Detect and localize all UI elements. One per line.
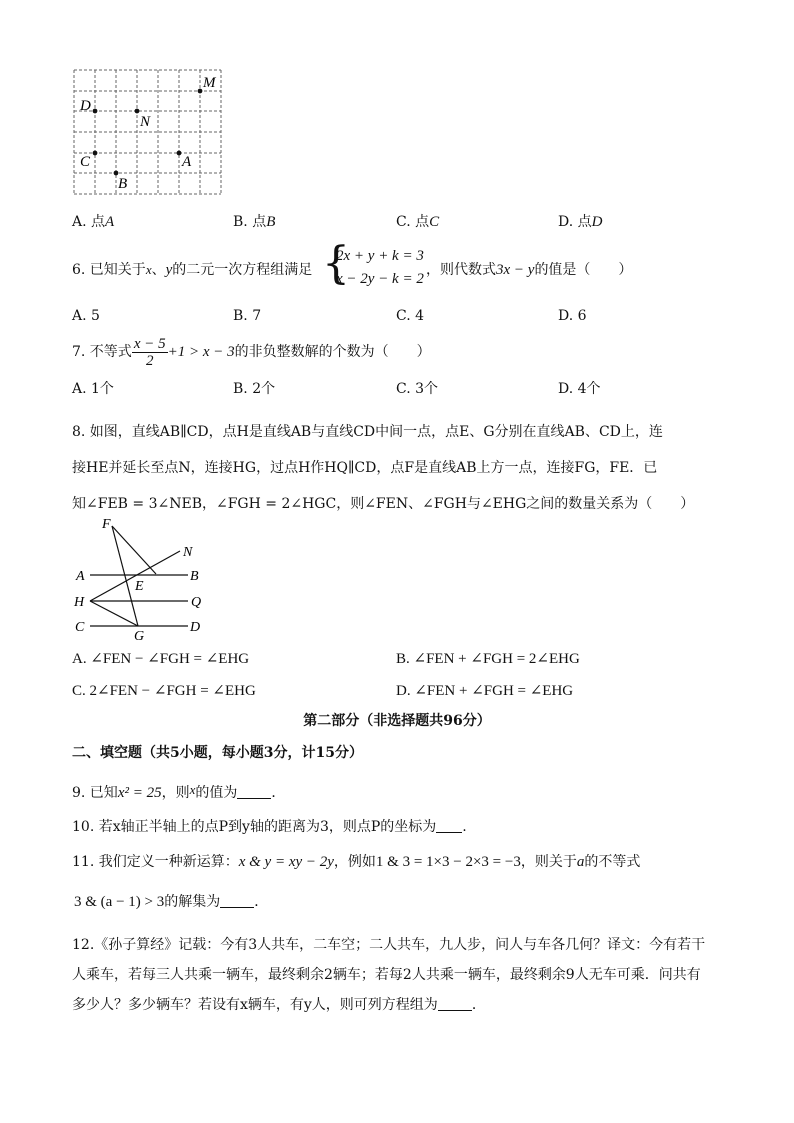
q6-stem-4: 的值是（ ） xyxy=(534,262,633,278)
q6-option-c: C. 4 xyxy=(396,308,425,324)
q5-option-a-prefix: A. 点 xyxy=(72,214,106,230)
q6-expr: 3x − y xyxy=(496,262,535,278)
q5-option-c xyxy=(396,213,439,231)
q9 xyxy=(72,781,285,802)
q12-line-2: 人乘车，若每三人共乘一辆车，最终剩余2辆车；若每2人共乘一辆车，最终剩余9人无车可乘．问共有 xyxy=(72,967,701,983)
fig-label-f: F xyxy=(102,517,111,532)
q8-option-d: D. ∠FEN + ∠FGH = ∠EHG xyxy=(396,683,574,699)
fig-label-b: B xyxy=(190,569,199,584)
point-c xyxy=(93,151,98,156)
q11-example: 1 & 3 = 1×3 − 2×3 = −3 xyxy=(375,854,521,870)
q11-answer-blank xyxy=(220,893,254,908)
q5-option-a-var: A xyxy=(105,214,115,230)
q7-option-c: C. 3个 xyxy=(396,381,439,397)
q6-eq2: x − 2y − k = 2 xyxy=(336,271,424,287)
q6-stem-1: 6. 已知关于 xyxy=(72,262,146,278)
q12-line3-text: 多少人？多少辆车？若设有x辆车，有y人，则可列方程组为 xyxy=(72,997,438,1013)
q6-brace: { xyxy=(322,238,350,289)
q7-fraction xyxy=(132,336,168,369)
q12-line-1: 12.《孙子算经》记载：今有3人共车，二车空；二人共车，九人步，问人与车各几何？译文：今有若干 xyxy=(72,937,706,953)
q11-line-2 xyxy=(74,893,268,911)
q6-stem xyxy=(72,258,312,282)
q8-option-a: A. ∠FEN − ∠FGH = ∠EHG xyxy=(72,651,250,667)
fig-label-e: E xyxy=(135,579,144,594)
q5-option-b-prefix: B. 点 xyxy=(233,214,267,230)
label-n: N xyxy=(140,114,151,130)
q11-line1-a: 11. 我们定义一种新运算： xyxy=(72,854,239,870)
q11-ineq: 3 & (a − 1) > 3 xyxy=(74,894,165,910)
q7-stem xyxy=(72,334,431,370)
fig-label-a: A xyxy=(76,569,85,584)
q8-figure xyxy=(70,514,220,646)
q10-end: . xyxy=(462,819,467,835)
q7-stem-1: 7. 不等式 xyxy=(72,344,132,360)
q10-answer-blank xyxy=(436,818,462,833)
grid-figure xyxy=(60,62,240,202)
q9-stem-1: 9. 已知 xyxy=(72,785,118,801)
q5-option-c-prefix: C. 点 xyxy=(396,214,430,230)
q11-a: a xyxy=(576,854,585,870)
fig-label-c: C xyxy=(75,620,85,635)
q5-option-c-var: C xyxy=(429,214,440,230)
q7-ineq-rest: +1 > x − 3 xyxy=(167,344,235,360)
fig-label-d: D xyxy=(190,620,201,635)
q7-option-d: D. 4个 xyxy=(558,381,601,397)
q9-stem-2: ，则 xyxy=(161,785,190,801)
q7-stem-2: 的非负整数解的个数为（ ） xyxy=(234,344,431,360)
q8-line-1: 8. 如图，直线AB∥CD，点H是直线AB与直线CD中间一点，点E、G分别在直线AB、CD上，连 xyxy=(72,424,663,440)
q11-line1-b: ，例如 xyxy=(333,854,376,870)
q6-option-a: A. 5 xyxy=(72,308,100,324)
q5-option-b-var: B xyxy=(266,214,276,230)
q9-x: x xyxy=(189,782,196,797)
q6-system xyxy=(322,238,434,292)
q11-line1-d: 的不等式 xyxy=(584,854,641,870)
label-d: D xyxy=(80,98,91,114)
q5-option-b xyxy=(233,213,275,231)
q6-stem-tail xyxy=(426,261,632,279)
part2-title: 第二部分（非选择题共96分） xyxy=(303,713,491,729)
q9-answer-blank xyxy=(237,784,271,799)
label-c: C xyxy=(80,154,91,170)
point-n xyxy=(135,109,140,114)
q5-option-a xyxy=(72,213,114,231)
q11-line-1 xyxy=(72,853,640,871)
q12-line-3 xyxy=(72,996,486,1014)
q6-eq1: 2x + y + k = 3 xyxy=(336,248,424,264)
fig-label-n: N xyxy=(183,545,193,560)
segment-hg xyxy=(90,601,138,626)
q8-line-2: 接HE并延长至点N，连接HG，过点H作HQ∥CD，点F是直线AB上方一点，连接FG，FE．已 xyxy=(72,460,658,476)
q5-option-d-var: D xyxy=(591,214,603,230)
q10 xyxy=(72,818,467,836)
q6-option-d: D. 6 xyxy=(558,308,587,324)
point-d xyxy=(93,109,98,114)
q11-def: x & y = xy − 2y xyxy=(238,854,334,870)
q12-end: ． xyxy=(471,997,486,1013)
q9-stem-3: 的值为 xyxy=(195,785,238,801)
q7-option-b: B. 2个 xyxy=(233,381,276,397)
q11-end: ． xyxy=(254,894,269,910)
q6-stem-2: 的二元一次方程组满足 xyxy=(172,262,313,278)
section2-heading: 二、填空题（共5小题，每小题3分，计15分） xyxy=(72,745,363,761)
q5-option-d-prefix: D. 点 xyxy=(558,214,592,230)
q8-line-3: 知∠FEB = 3∠NEB，∠FGH = 2∠HGC，则∠FEN、∠FGH与∠EHG之间的数量关系为（ ） xyxy=(72,496,695,512)
q6-sep: 、 xyxy=(151,262,166,278)
q8-option-c: C. 2∠FEN − ∠FGH = ∠EHG xyxy=(72,683,256,699)
q12-answer-blank xyxy=(438,996,472,1011)
point-b xyxy=(114,171,119,176)
q6-x: x xyxy=(145,262,152,277)
q6-y: y xyxy=(165,262,173,278)
q6-stem-3: ，则代数式 xyxy=(426,262,496,278)
label-m: M xyxy=(203,75,216,91)
fig-label-h: H xyxy=(74,595,85,610)
q6-option-b: B. 7 xyxy=(233,308,262,324)
fig-label-q: Q xyxy=(191,595,202,610)
label-a: A xyxy=(182,154,192,170)
point-a xyxy=(177,151,182,156)
q10-text: 10. 若x轴正半轴上的点P到y轴的距离为3，则点P的坐标为 xyxy=(72,819,437,835)
q8-option-b: B. ∠FEN + ∠FGH = 2∠EHG xyxy=(396,651,580,667)
q11-line1-c: ，则关于 xyxy=(520,854,577,870)
fig-label-g: G xyxy=(134,629,145,644)
q11-line2-b: 的解集为 xyxy=(164,894,221,910)
grid-lines xyxy=(74,70,221,194)
point-m xyxy=(198,89,203,94)
q7-frac-num: x − 5 xyxy=(133,335,166,352)
q9-end: ． xyxy=(271,785,286,801)
q5-option-d xyxy=(558,213,602,231)
q7-option-a: A. 1个 xyxy=(72,381,114,397)
q7-frac-den: 2 xyxy=(145,352,154,369)
q9-eq: x² = 25 xyxy=(117,785,162,801)
label-b: B xyxy=(118,176,128,192)
